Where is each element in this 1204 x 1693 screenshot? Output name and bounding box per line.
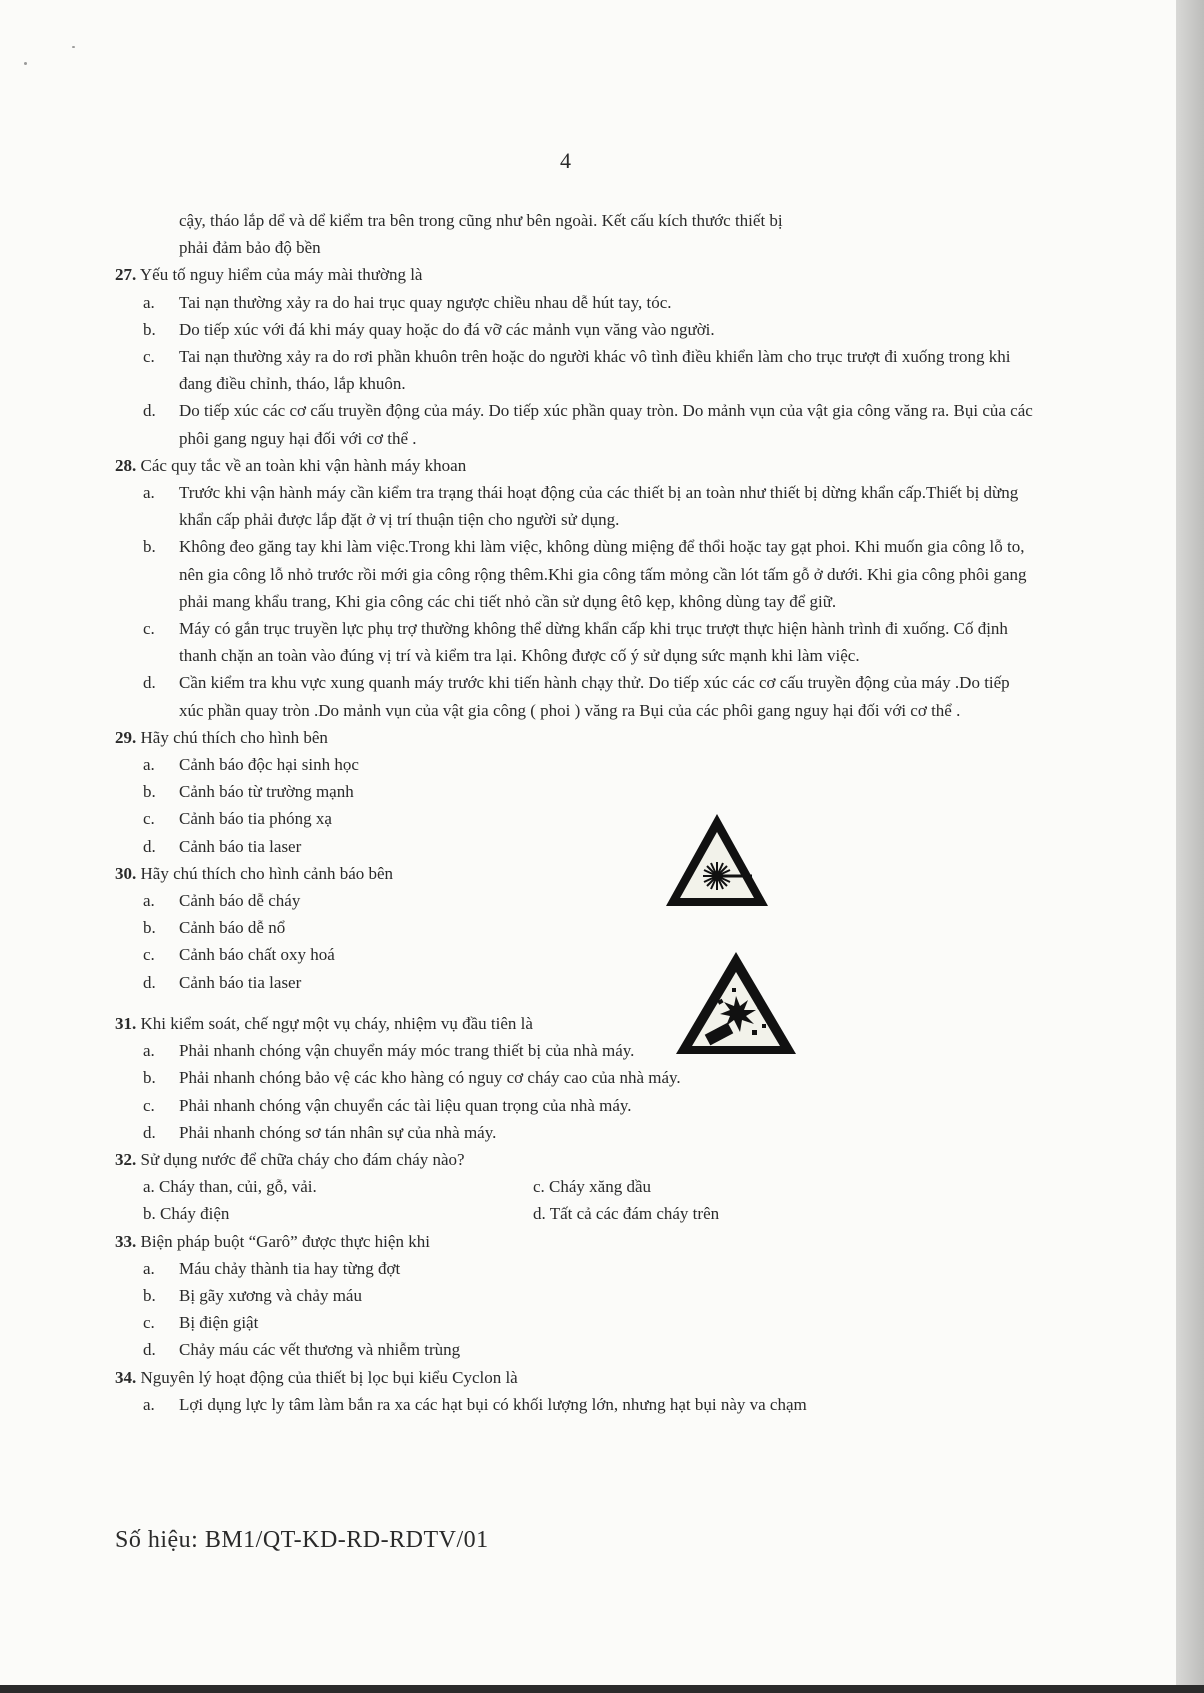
scan-edge (1176, 0, 1204, 1693)
question-text: Nguyên lý hoạt động của thiết bị lọc bụi kiểu Cyclon là (140, 1367, 518, 1387)
question-30 (115, 860, 1035, 887)
option-text: d. Tất cả các đám cháy trên (533, 1204, 720, 1224)
option-letter: c. (143, 619, 155, 639)
option-letter: d. (143, 1340, 156, 1360)
option-letter: d. (143, 972, 156, 992)
option-row (115, 1200, 1035, 1227)
option (115, 1255, 1035, 1282)
option-text: Cảnh báo dễ nổ (179, 918, 286, 938)
option (115, 833, 1035, 860)
option (115, 778, 1035, 805)
option-letter: c. (143, 945, 155, 965)
option-text: Phải nhanh chóng vận chuyển các tài liệu quan trọng của nhà máy. (179, 1095, 632, 1115)
option-text: Tai nạn thường xảy ra do hai trục quay ngược chiều nhau dễ hút tay, tóc. (179, 292, 672, 312)
option-text: Do tiếp xúc với đá khi máy quay hoặc do đá vỡ các mảnh vụn văng vào người. (179, 319, 715, 339)
option-letter: c. (143, 809, 155, 829)
option-text: Máy có gắn trục truyền lực phụ trợ thường không thể dừng khẩn cấp khi trục trượt thực hiện hành trình đi xuống. Cố định thanh chặn an toàn vào đúng vị trí và kiểm tra lại. Không được cố ý sử dụng sức mạnh khi làm việc. (179, 619, 1008, 666)
option-letter: c. (143, 1095, 155, 1115)
spacer (115, 996, 1035, 1010)
option-text: Phải nhanh chóng bảo vệ các kho hàng có nguy cơ cháy cao của nhà máy. (179, 1068, 681, 1088)
question-29 (115, 724, 1035, 751)
option (115, 1282, 1035, 1309)
page-number: 4 (560, 148, 571, 173)
option-text: Cảnh báo tia phóng xạ (179, 809, 332, 829)
option-letter: d. (143, 401, 156, 421)
question-text: Biện pháp buột “Garô” được thực hiện khi (140, 1231, 430, 1251)
question-text: Yếu tố nguy hiểm của máy mài thường là (139, 265, 423, 285)
option (115, 1119, 1035, 1146)
option-text: Không đeo găng tay khi làm việc.Trong khi làm việc, không dùng miệng để thổi hoặc tay gạt phoi. Khi muốn gia công lỗ to, nên gia công lỗ nhỏ trước rồi mới gia công rộng thêm.Khi gia công tấm mỏng cần lót tấm gỗ ở dưới. Khi gia công phôi gang phải mang khẩu trang, Khi gia công các chi tiết nhỏ cần sử dụng êtô kẹp, không dùng tay để giữ. (179, 537, 1027, 611)
option-letter: b. (143, 1068, 156, 1088)
laser-warning-sign-icon (662, 810, 772, 910)
option (115, 1391, 1035, 1418)
question-number: 31. (115, 1013, 137, 1033)
scan-bottom-edge (0, 1685, 1204, 1693)
option-letter: b. (143, 319, 156, 339)
option-text: Máu chảy thành tia hay từng đợt (179, 1258, 401, 1278)
option-text: Cảnh báo tia laser (179, 972, 302, 992)
option (115, 914, 1035, 941)
option-text: Cảnh báo dễ cháy (179, 891, 301, 911)
option-text: Bị gãy xương và chảy máu (179, 1285, 362, 1305)
option (115, 615, 1035, 669)
option-letter: d. (143, 836, 156, 856)
scan-speck (72, 46, 75, 48)
option-letter: c. (143, 347, 155, 367)
option-text: Cảnh báo tia laser (179, 836, 302, 856)
question-text: Hãy chú thích cho hình cảnh báo bên (140, 863, 394, 883)
continuation-line: cậy, tháo lắp dể và dể kiểm tra bên trong cũng như bên ngoài. Kết cấu kích thước thiết bị (179, 211, 783, 230)
option (115, 1064, 1035, 1091)
option-letter: b. (143, 1285, 156, 1305)
option (115, 479, 1035, 533)
option (115, 533, 1035, 615)
option-letter: a. (143, 483, 155, 503)
option-letter: a. (143, 891, 155, 911)
question-text: Các quy tắc về an toàn khi vận hành máy khoan (140, 455, 467, 475)
option-text: Bị điện giật (179, 1313, 259, 1333)
document-code-footer: Số hiệu: BM1/QT-KD-RD-RDTV/01 (115, 1527, 489, 1553)
question-number: 33. (115, 1231, 137, 1251)
option-letter: a. (143, 755, 155, 775)
option-letter: b. (143, 537, 156, 557)
option-text: Trước khi vận hành máy cần kiểm tra trạng thái hoạt động của các thiết bị an toàn như thiết bị dừng khẩn cấp.Thiết bị dừng khẩn cấp phải được lắp đặt ở vị trí thuận tiện cho người sử dụng. (179, 483, 1019, 530)
option-letter: a. (143, 1394, 155, 1414)
option-text: Chảy máu các vết thương và nhiễm trùng (179, 1340, 461, 1360)
option-letter: d. (143, 1122, 156, 1142)
option (115, 887, 1035, 914)
option-letter: b. (143, 782, 156, 802)
option-text: Cần kiểm tra khu vực xung quanh máy trước khi tiến hành chạy thử. Do tiếp xúc các cơ cấu truyền động của máy .Do tiếp xúc phần quay tròn .Do mảnh vụn của vật gia công ( phoi ) văng ra Bụi của các phôi gang nguy hại đối với cơ thể . (179, 673, 1010, 720)
question-number: 34. (115, 1367, 137, 1387)
option-letter: c. (143, 1313, 155, 1333)
question-27 (115, 261, 1035, 288)
option-row (115, 1173, 1035, 1200)
option-letter: d. (143, 673, 156, 693)
option (115, 669, 1035, 723)
option (115, 1092, 1035, 1119)
option-letter: a. (143, 1041, 155, 1061)
question-34 (115, 1364, 1035, 1391)
option-text: Lợi dụng lực ly tâm làm bắn ra xa các hạt bụi có khối lượng lớn, nhưng hạt bụi này va chạm (179, 1394, 807, 1414)
question-text: Khi kiểm soát, chế ngự một vụ cháy, nhiệm vụ đầu tiên là (140, 1013, 533, 1033)
question-31 (115, 1010, 1035, 1037)
question-text: Sử dụng nước để chữa cháy cho đám cháy nào? (140, 1149, 465, 1169)
option-text: c. Cháy xăng dầu (533, 1177, 652, 1197)
exam-content (115, 207, 1035, 1418)
option-text: Tai nạn thường xảy ra do rơi phần khuôn trên hoặc do người khác vô tình điều khiển làm cho trục trượt đi xuống trong khi đang điều chỉnh, tháo, lắp khuôn. (179, 347, 1011, 394)
question-number: 32. (115, 1149, 137, 1169)
question-number: 29. (115, 727, 137, 747)
option-text: Cảnh báo độc hại sinh học (179, 755, 359, 775)
option (115, 969, 1035, 996)
option-text: b. Cháy điện (143, 1204, 230, 1224)
option (115, 343, 1035, 397)
option-text: Do tiếp xúc các cơ cấu truyền động của máy. Do tiếp xúc phần quay tròn. Do mảnh vụn của vật gia công văng ra. Bụi của các phôi gang nguy hại đối với cơ thể . (179, 401, 1033, 448)
option-letter: b. (143, 918, 156, 938)
question-33 (115, 1228, 1035, 1255)
option (115, 805, 1035, 832)
question-number: 28. (115, 455, 137, 475)
option-text: Cảnh báo chất oxy hoá (179, 945, 335, 965)
option (115, 751, 1035, 778)
continuation-line: phải đảm bảo độ bền (179, 238, 321, 258)
scan-speck (24, 62, 27, 65)
question-28 (115, 452, 1035, 479)
question-number: 30. (115, 863, 137, 883)
explosive-warning-sign-icon (672, 948, 800, 1058)
option (115, 1309, 1035, 1336)
option (115, 941, 1035, 968)
question-number: 27. (115, 265, 137, 285)
option (115, 1037, 1035, 1064)
question-32 (115, 1146, 1035, 1173)
option-letter: a. (143, 1258, 155, 1278)
option (115, 397, 1035, 451)
option-letter: a. (143, 292, 155, 312)
option (115, 316, 1035, 343)
option-text: Cảnh báo từ trường mạnh (179, 782, 354, 802)
option (115, 1336, 1035, 1363)
option (115, 289, 1035, 316)
option-text: a. Cháy than, củi, gỗ, vải. (143, 1177, 317, 1197)
question-text: Hãy chú thích cho hình bên (140, 727, 328, 747)
option-text: Phải nhanh chóng vận chuyển máy móc trang thiết bị của nhà máy. (179, 1041, 635, 1061)
option-text: Phải nhanh chóng sơ tán nhân sự của nhà máy. (179, 1122, 497, 1142)
